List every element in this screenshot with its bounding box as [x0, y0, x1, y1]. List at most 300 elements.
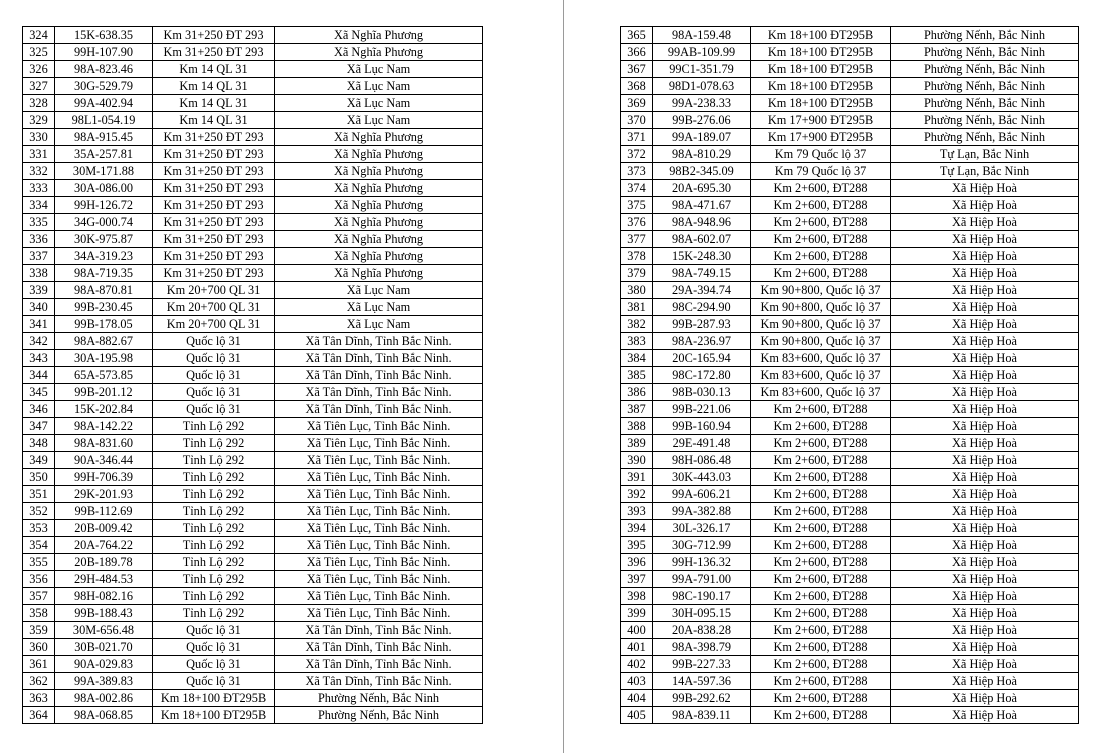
- table-row: [23, 350, 483, 367]
- plate-number-cell: 98A-823.46: [55, 61, 153, 78]
- commune-cell: Phường Nếnh, Bắc Ninh: [891, 129, 1079, 146]
- plate-number-cell: 98A-831.60: [55, 435, 153, 452]
- table-row: [23, 469, 483, 486]
- plate-number-cell: 20B-009.42: [55, 520, 153, 537]
- plate-number-cell: 98A-882.67: [55, 333, 153, 350]
- plate-number-cell: 99A-791.00: [653, 571, 751, 588]
- table-row: [621, 112, 1079, 129]
- commune-cell: Xã Hiệp Hoà: [891, 571, 1079, 588]
- road-location-cell: Km 79 Quốc lộ 37: [751, 163, 891, 180]
- table-row: [621, 656, 1079, 673]
- commune-cell: Xã Nghĩa Phương: [275, 197, 483, 214]
- plate-number-cell: 29K-201.93: [55, 486, 153, 503]
- plate-number-cell: 99B-276.06: [653, 112, 751, 129]
- plate-number-cell: 98A-142.22: [55, 418, 153, 435]
- table-row: [621, 401, 1079, 418]
- table-row: [23, 333, 483, 350]
- table-row: [621, 469, 1079, 486]
- road-location-cell: Km 18+100 ĐT295B: [751, 27, 891, 44]
- commune-cell: Xã Hiệp Hoà: [891, 231, 1079, 248]
- road-location-cell: Km 31+250 ĐT 293: [153, 180, 275, 197]
- plate-number-cell: 29H-484.53: [55, 571, 153, 588]
- table-row: [621, 707, 1079, 724]
- plate-number-cell: 98A-719.35: [55, 265, 153, 282]
- table-row: [621, 78, 1079, 95]
- table-row: [23, 622, 483, 639]
- plate-number-cell: 30L-326.17: [653, 520, 751, 537]
- row-number-cell: 335: [23, 214, 55, 231]
- row-number-cell: 373: [621, 163, 653, 180]
- road-location-cell: Km 2+600, ĐT288: [751, 520, 891, 537]
- table-row: [621, 95, 1079, 112]
- table-row: [23, 418, 483, 435]
- road-location-cell: Km 79 Quốc lộ 37: [751, 146, 891, 163]
- plate-number-cell: 99B-292.62: [653, 690, 751, 707]
- row-number-cell: 348: [23, 435, 55, 452]
- table-row: [621, 27, 1079, 44]
- row-number-cell: 331: [23, 146, 55, 163]
- plate-number-cell: 98H-086.48: [653, 452, 751, 469]
- row-number-cell: 387: [621, 401, 653, 418]
- road-location-cell: Km 14 QL 31: [153, 61, 275, 78]
- commune-cell: Phường Nếnh, Bắc Ninh: [891, 44, 1079, 61]
- road-location-cell: Km 2+600, ĐT288: [751, 690, 891, 707]
- row-number-cell: 360: [23, 639, 55, 656]
- road-location-cell: Quốc lộ 31: [153, 673, 275, 690]
- plate-number-cell: 15K-638.35: [55, 27, 153, 44]
- table-row: [23, 452, 483, 469]
- road-location-cell: Km 2+600, ĐT288: [751, 231, 891, 248]
- plate-number-cell: 34G-000.74: [55, 214, 153, 231]
- row-number-cell: 333: [23, 180, 55, 197]
- table-row: [621, 418, 1079, 435]
- table-body: [23, 27, 483, 724]
- table-row: [621, 452, 1079, 469]
- road-location-cell: Km 2+600, ĐT288: [751, 486, 891, 503]
- road-location-cell: Km 90+800, Quốc lộ 37: [751, 282, 891, 299]
- commune-cell: Xã Nghĩa Phương: [275, 231, 483, 248]
- road-location-cell: Quốc lộ 31: [153, 384, 275, 401]
- row-number-cell: 328: [23, 95, 55, 112]
- plate-number-cell: 98A-915.45: [55, 129, 153, 146]
- row-number-cell: 377: [621, 231, 653, 248]
- plate-number-cell: 98A-002.86: [55, 690, 153, 707]
- plate-number-cell: 99A-389.83: [55, 673, 153, 690]
- plate-number-cell: 30G-712.99: [653, 537, 751, 554]
- row-number-cell: 392: [621, 486, 653, 503]
- table-row: [23, 537, 483, 554]
- table-row: [621, 537, 1079, 554]
- plate-number-cell: 98B-030.13: [653, 384, 751, 401]
- commune-cell: Xã Nghĩa Phương: [275, 27, 483, 44]
- plate-number-cell: 90A-029.83: [55, 656, 153, 673]
- table-row: [23, 486, 483, 503]
- commune-cell: Xã Tiên Lục, Tỉnh Bắc Ninh.: [275, 571, 483, 588]
- road-location-cell: Km 31+250 ĐT 293: [153, 129, 275, 146]
- plate-number-cell: 98A-471.67: [653, 197, 751, 214]
- commune-cell: Xã Hiệp Hoà: [891, 520, 1079, 537]
- plate-number-cell: 99A-402.94: [55, 95, 153, 112]
- road-location-cell: Km 2+600, ĐT288: [751, 639, 891, 656]
- commune-cell: Xã Hiệp Hoà: [891, 197, 1079, 214]
- road-location-cell: Km 31+250 ĐT 293: [153, 27, 275, 44]
- plate-number-cell: 30H-095.15: [653, 605, 751, 622]
- road-location-cell: Km 2+600, ĐT288: [751, 537, 891, 554]
- plate-number-cell: 99B-201.12: [55, 384, 153, 401]
- table-row: [621, 486, 1079, 503]
- row-number-cell: 389: [621, 435, 653, 452]
- road-location-cell: Km 90+800, Quốc lộ 37: [751, 333, 891, 350]
- row-number-cell: 405: [621, 707, 653, 724]
- plate-number-cell: 98A-749.15: [653, 265, 751, 282]
- plate-number-cell: 99A-606.21: [653, 486, 751, 503]
- table-row: [23, 673, 483, 690]
- table-row: [621, 384, 1079, 401]
- road-location-cell: Km 31+250 ĐT 293: [153, 214, 275, 231]
- table-row: [23, 554, 483, 571]
- plate-number-cell: 29A-394.74: [653, 282, 751, 299]
- row-number-cell: 382: [621, 316, 653, 333]
- road-location-cell: Tỉnh Lộ 292: [153, 469, 275, 486]
- road-location-cell: Km 2+600, ĐT288: [751, 554, 891, 571]
- row-number-cell: 342: [23, 333, 55, 350]
- road-location-cell: Km 14 QL 31: [153, 78, 275, 95]
- road-location-cell: Km 2+600, ĐT288: [751, 452, 891, 469]
- plate-number-cell: 34A-319.23: [55, 248, 153, 265]
- row-number-cell: 384: [621, 350, 653, 367]
- violations-table-right: [620, 26, 1079, 724]
- commune-cell: Xã Lục Nam: [275, 299, 483, 316]
- plate-number-cell: 29E-491.48: [653, 435, 751, 452]
- table-row: [621, 61, 1079, 78]
- road-location-cell: Tỉnh Lộ 292: [153, 537, 275, 554]
- table-row: [621, 180, 1079, 197]
- row-number-cell: 336: [23, 231, 55, 248]
- plate-number-cell: 15K-248.30: [653, 248, 751, 265]
- commune-cell: Xã Nghĩa Phương: [275, 44, 483, 61]
- commune-cell: Xã Tân Dĩnh, Tỉnh Bắc Ninh.: [275, 622, 483, 639]
- plate-number-cell: 98A-236.97: [653, 333, 751, 350]
- commune-cell: Xã Hiệp Hoà: [891, 707, 1079, 724]
- table-row: [23, 180, 483, 197]
- plate-number-cell: 30M-656.48: [55, 622, 153, 639]
- road-location-cell: Quốc lộ 31: [153, 639, 275, 656]
- plate-number-cell: 98A-810.29: [653, 146, 751, 163]
- row-number-cell: 386: [621, 384, 653, 401]
- table-row: [23, 503, 483, 520]
- row-number-cell: 372: [621, 146, 653, 163]
- commune-cell: Xã Hiệp Hoà: [891, 503, 1079, 520]
- row-number-cell: 329: [23, 112, 55, 129]
- table-row: [621, 520, 1079, 537]
- commune-cell: Xã Tiên Lục, Tỉnh Bắc Ninh.: [275, 435, 483, 452]
- road-location-cell: Tỉnh Lộ 292: [153, 486, 275, 503]
- commune-cell: Phường Nếnh, Bắc Ninh: [891, 95, 1079, 112]
- page-divider: [563, 0, 564, 753]
- commune-cell: Xã Nghĩa Phương: [275, 214, 483, 231]
- commune-cell: Xã Hiệp Hoà: [891, 588, 1079, 605]
- commune-cell: Xã Hiệp Hoà: [891, 180, 1079, 197]
- table-row: [23, 316, 483, 333]
- plate-number-cell: 30G-529.79: [55, 78, 153, 95]
- commune-cell: Xã Tân Dĩnh, Tỉnh Bắc Ninh.: [275, 333, 483, 350]
- commune-cell: Xã Hiệp Hoà: [891, 367, 1079, 384]
- road-location-cell: Tỉnh Lộ 292: [153, 588, 275, 605]
- commune-cell: Xã Lục Nam: [275, 61, 483, 78]
- row-number-cell: 397: [621, 571, 653, 588]
- table-row: [23, 639, 483, 656]
- road-location-cell: Km 17+900 ĐT295B: [751, 129, 891, 146]
- table-row: [23, 588, 483, 605]
- table-row: [621, 197, 1079, 214]
- plate-number-cell: 98C-294.90: [653, 299, 751, 316]
- plate-number-cell: 98C-190.17: [653, 588, 751, 605]
- row-number-cell: 324: [23, 27, 55, 44]
- road-location-cell: Km 2+600, ĐT288: [751, 197, 891, 214]
- plate-number-cell: 20A-838.28: [653, 622, 751, 639]
- plate-number-cell: 30M-171.88: [55, 163, 153, 180]
- table-row: [23, 95, 483, 112]
- road-location-cell: Quốc lộ 31: [153, 333, 275, 350]
- row-number-cell: 351: [23, 486, 55, 503]
- row-number-cell: 365: [621, 27, 653, 44]
- row-number-cell: 369: [621, 95, 653, 112]
- plate-number-cell: 99B-160.94: [653, 418, 751, 435]
- table-row: [621, 316, 1079, 333]
- commune-cell: Xã Tiên Lục, Tỉnh Bắc Ninh.: [275, 605, 483, 622]
- road-location-cell: Km 20+700 QL 31: [153, 299, 275, 316]
- row-number-cell: 378: [621, 248, 653, 265]
- row-number-cell: 352: [23, 503, 55, 520]
- commune-cell: Xã Tiên Lục, Tỉnh Bắc Ninh.: [275, 588, 483, 605]
- row-number-cell: 396: [621, 554, 653, 571]
- commune-cell: Xã Hiệp Hoà: [891, 265, 1079, 282]
- road-location-cell: Quốc lộ 31: [153, 656, 275, 673]
- row-number-cell: 332: [23, 163, 55, 180]
- commune-cell: Xã Hiệp Hoà: [891, 639, 1079, 656]
- row-number-cell: 404: [621, 690, 653, 707]
- plate-number-cell: 30K-975.87: [55, 231, 153, 248]
- road-location-cell: Km 14 QL 31: [153, 112, 275, 129]
- plate-number-cell: 30A-086.00: [55, 180, 153, 197]
- plate-number-cell: 98A-870.81: [55, 282, 153, 299]
- road-location-cell: Km 2+600, ĐT288: [751, 588, 891, 605]
- commune-cell: Xã Nghĩa Phương: [275, 129, 483, 146]
- road-location-cell: Km 2+600, ĐT288: [751, 503, 891, 520]
- table-row: [621, 588, 1079, 605]
- plate-number-cell: 99B-227.33: [653, 656, 751, 673]
- row-number-cell: 361: [23, 656, 55, 673]
- table-row: [23, 690, 483, 707]
- row-number-cell: 394: [621, 520, 653, 537]
- row-number-cell: 363: [23, 690, 55, 707]
- plate-number-cell: 30A-195.98: [55, 350, 153, 367]
- road-location-cell: Km 14 QL 31: [153, 95, 275, 112]
- table-row: [23, 214, 483, 231]
- row-number-cell: 346: [23, 401, 55, 418]
- row-number-cell: 343: [23, 350, 55, 367]
- table-row: [23, 248, 483, 265]
- commune-cell: Xã Hiệp Hoà: [891, 214, 1079, 231]
- commune-cell: Xã Tiên Lục, Tỉnh Bắc Ninh.: [275, 469, 483, 486]
- commune-cell: Xã Hiệp Hoà: [891, 299, 1079, 316]
- plate-number-cell: 98L1-054.19: [55, 112, 153, 129]
- table-row: [621, 282, 1079, 299]
- commune-cell: Phường Nếnh, Bắc Ninh: [891, 78, 1079, 95]
- commune-cell: Xã Lục Nam: [275, 95, 483, 112]
- plate-number-cell: 98A-398.79: [653, 639, 751, 656]
- road-location-cell: Km 18+100 ĐT295B: [153, 707, 275, 724]
- commune-cell: Xã Tiên Lục, Tỉnh Bắc Ninh.: [275, 503, 483, 520]
- road-location-cell: Km 18+100 ĐT295B: [751, 61, 891, 78]
- commune-cell: Xã Nghĩa Phương: [275, 163, 483, 180]
- commune-cell: Xã Lục Nam: [275, 316, 483, 333]
- plate-number-cell: 99A-238.33: [653, 95, 751, 112]
- road-location-cell: Tỉnh Lộ 292: [153, 520, 275, 537]
- commune-cell: Xã Hiệp Hoà: [891, 469, 1079, 486]
- road-location-cell: Km 2+600, ĐT288: [751, 180, 891, 197]
- plate-number-cell: 99B-112.69: [55, 503, 153, 520]
- table-row: [621, 248, 1079, 265]
- row-number-cell: 344: [23, 367, 55, 384]
- violations-table-left: [22, 26, 483, 724]
- table-row: [621, 129, 1079, 146]
- commune-cell: Xã Hiệp Hoà: [891, 673, 1079, 690]
- commune-cell: Xã Hiệp Hoà: [891, 656, 1079, 673]
- table-row: [23, 112, 483, 129]
- row-number-cell: 376: [621, 214, 653, 231]
- commune-cell: Xã Hiệp Hoà: [891, 350, 1079, 367]
- table-row: [621, 350, 1079, 367]
- commune-cell: Xã Tiên Lục, Tỉnh Bắc Ninh.: [275, 418, 483, 435]
- commune-cell: Xã Lục Nam: [275, 78, 483, 95]
- plate-number-cell: 98D1-078.63: [653, 78, 751, 95]
- row-number-cell: 353: [23, 520, 55, 537]
- road-location-cell: Tỉnh Lộ 292: [153, 435, 275, 452]
- road-location-cell: Km 18+100 ĐT295B: [751, 78, 891, 95]
- plate-number-cell: 90A-346.44: [55, 452, 153, 469]
- table-row: [23, 163, 483, 180]
- plate-number-cell: 99B-221.06: [653, 401, 751, 418]
- road-location-cell: Km 83+600, Quốc lộ 37: [751, 367, 891, 384]
- table-row: [621, 571, 1079, 588]
- table-row: [621, 44, 1079, 61]
- road-location-cell: Km 2+600, ĐT288: [751, 265, 891, 282]
- commune-cell: Tự Lạn, Bắc Ninh: [891, 163, 1079, 180]
- commune-cell: Xã Nghĩa Phương: [275, 146, 483, 163]
- road-location-cell: Km 90+800, Quốc lộ 37: [751, 316, 891, 333]
- road-location-cell: Km 2+600, ĐT288: [751, 622, 891, 639]
- road-location-cell: Km 2+600, ĐT288: [751, 571, 891, 588]
- road-location-cell: Km 2+600, ĐT288: [751, 656, 891, 673]
- road-location-cell: Km 2+600, ĐT288: [751, 435, 891, 452]
- row-number-cell: 338: [23, 265, 55, 282]
- road-location-cell: Km 2+600, ĐT288: [751, 605, 891, 622]
- row-number-cell: 325: [23, 44, 55, 61]
- commune-cell: Xã Hiệp Hoà: [891, 486, 1079, 503]
- plate-number-cell: 98C-172.80: [653, 367, 751, 384]
- commune-cell: Xã Hiệp Hoà: [891, 537, 1079, 554]
- commune-cell: Xã Hiệp Hoà: [891, 452, 1079, 469]
- road-location-cell: Quốc lộ 31: [153, 401, 275, 418]
- row-number-cell: 368: [621, 78, 653, 95]
- row-number-cell: 340: [23, 299, 55, 316]
- row-number-cell: 359: [23, 622, 55, 639]
- road-location-cell: Km 90+800, Quốc lộ 37: [751, 299, 891, 316]
- row-number-cell: 402: [621, 656, 653, 673]
- row-number-cell: 330: [23, 129, 55, 146]
- plate-number-cell: 30B-021.70: [55, 639, 153, 656]
- table-row: [23, 401, 483, 418]
- table-row: [23, 605, 483, 622]
- row-number-cell: 380: [621, 282, 653, 299]
- commune-cell: Xã Tiên Lục, Tỉnh Bắc Ninh.: [275, 452, 483, 469]
- road-location-cell: Km 17+900 ĐT295B: [751, 112, 891, 129]
- row-number-cell: 350: [23, 469, 55, 486]
- row-number-cell: 357: [23, 588, 55, 605]
- commune-cell: Xã Tân Dĩnh, Tỉnh Bắc Ninh.: [275, 350, 483, 367]
- row-number-cell: 337: [23, 248, 55, 265]
- commune-cell: Xã Nghĩa Phương: [275, 180, 483, 197]
- row-number-cell: 398: [621, 588, 653, 605]
- road-location-cell: Km 18+100 ĐT295B: [153, 690, 275, 707]
- commune-cell: Xã Tân Dĩnh, Tỉnh Bắc Ninh.: [275, 639, 483, 656]
- table-row: [621, 605, 1079, 622]
- row-number-cell: 385: [621, 367, 653, 384]
- commune-cell: Xã Hiệp Hoà: [891, 418, 1079, 435]
- table-row: [23, 44, 483, 61]
- row-number-cell: 345: [23, 384, 55, 401]
- commune-cell: Xã Hiệp Hoà: [891, 333, 1079, 350]
- commune-cell: Xã Tiên Lục, Tỉnh Bắc Ninh.: [275, 537, 483, 554]
- plate-number-cell: 20A-695.30: [653, 180, 751, 197]
- row-number-cell: 393: [621, 503, 653, 520]
- road-location-cell: Km 31+250 ĐT 293: [153, 163, 275, 180]
- row-number-cell: 401: [621, 639, 653, 656]
- road-location-cell: Km 20+700 QL 31: [153, 282, 275, 299]
- commune-cell: Xã Hiệp Hoà: [891, 248, 1079, 265]
- row-number-cell: 341: [23, 316, 55, 333]
- table-row: [621, 214, 1079, 231]
- road-location-cell: Km 31+250 ĐT 293: [153, 265, 275, 282]
- commune-cell: Xã Tân Dĩnh, Tỉnh Bắc Ninh.: [275, 673, 483, 690]
- plate-number-cell: 98A-602.07: [653, 231, 751, 248]
- commune-cell: Xã Tân Dĩnh, Tỉnh Bắc Ninh.: [275, 656, 483, 673]
- road-location-cell: Km 2+600, ĐT288: [751, 418, 891, 435]
- commune-cell: Phường Nếnh, Bắc Ninh: [275, 707, 483, 724]
- commune-cell: Phường Nếnh, Bắc Ninh: [891, 112, 1079, 129]
- road-location-cell: Tỉnh Lộ 292: [153, 452, 275, 469]
- row-number-cell: 399: [621, 605, 653, 622]
- commune-cell: Xã Hiệp Hoà: [891, 282, 1079, 299]
- road-location-cell: Quốc lộ 31: [153, 350, 275, 367]
- table-row: [621, 673, 1079, 690]
- row-number-cell: 400: [621, 622, 653, 639]
- table-row: [23, 265, 483, 282]
- commune-cell: Xã Hiệp Hoà: [891, 384, 1079, 401]
- row-number-cell: 356: [23, 571, 55, 588]
- row-number-cell: 358: [23, 605, 55, 622]
- road-location-cell: Km 18+100 ĐT295B: [751, 44, 891, 61]
- table-row: [23, 571, 483, 588]
- plate-number-cell: 98B2-345.09: [653, 163, 751, 180]
- road-location-cell: Tỉnh Lộ 292: [153, 503, 275, 520]
- road-location-cell: Km 31+250 ĐT 293: [153, 248, 275, 265]
- table-body: [621, 27, 1079, 724]
- row-number-cell: 381: [621, 299, 653, 316]
- road-location-cell: Km 31+250 ĐT 293: [153, 197, 275, 214]
- table-row: [621, 231, 1079, 248]
